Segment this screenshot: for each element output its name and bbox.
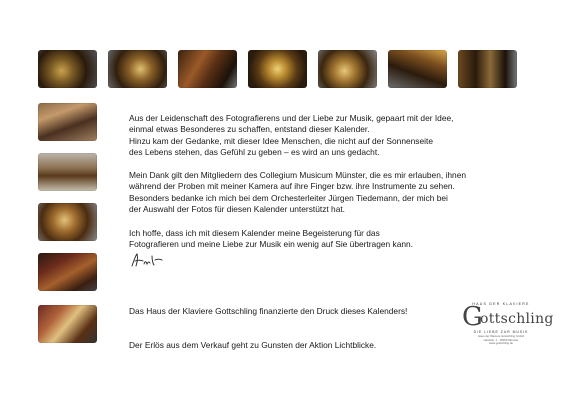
photo-brass	[108, 50, 167, 88]
thanks-line: während der Proben mit meiner Kamera auf ihre Finger bzw. ihre Instrumente zu sehen.	[129, 181, 455, 192]
photo-horn-bell	[318, 50, 377, 88]
logo-initial: G	[462, 302, 483, 332]
gottschling-logo	[456, 298, 554, 348]
intro-line: einmal etwas Besonderes zu schaffen, entstand dieser Kalender.	[129, 124, 370, 135]
photo-hands	[38, 103, 97, 141]
hope-line: Fotografieren und meine Liebe zur Musik ein wenig auf Sie übertragen kann.	[129, 239, 413, 250]
logo-name: ottschling	[480, 311, 554, 327]
photo-violin	[178, 50, 237, 88]
logo-address-line: Haus der Klaviere Gottschling GmbH	[478, 334, 524, 338]
photo-trumpet-bell	[388, 50, 447, 88]
photo-violin-bow	[38, 305, 97, 343]
intro-line: des Lebens stehen, das Gefühl zu geben – es wird an uns gedacht.	[129, 147, 380, 158]
intro-line: Hinzu kam der Gedanke, mit dieser Idee Menschen, die nicht auf der Sonnenseite	[129, 135, 433, 146]
logo-subline: DIE LIEBE ZUR MUSIK	[473, 330, 529, 334]
photo-trumpet-close	[38, 203, 97, 241]
photo-violinist	[38, 253, 97, 291]
logo-address-line: www.gottschling.de	[489, 341, 513, 345]
logo-tagline: HAUS DER KLAVIERE	[472, 302, 530, 306]
photo-score	[38, 153, 97, 191]
intro-line: Aus der Leidenschaft des Fotografierens und der Liebe zur Musik, gepaart mit der Idee,	[129, 113, 454, 123]
hope-paragraph	[129, 228, 459, 251]
photo-horn	[248, 50, 307, 88]
photo-trumpet	[38, 50, 97, 88]
thanks-line: Mein Dank gilt den Mitgliedern des Collegium Musicum Münster, die es mir erlauben, ihnen	[129, 170, 467, 180]
photo-strings	[458, 50, 517, 88]
intro-paragraph	[129, 113, 459, 159]
hope-line: Ich hoffe, dass ich mit diesem Kalender meine Begeisterung für das	[129, 228, 380, 238]
logo-address-line: Hauptstr. 1 · 48000 Münster	[483, 337, 519, 342]
thanks-line: der Auswahl der Fotos für diesen Kalender unterstützt hat.	[129, 204, 346, 215]
proceeds-note: Der Erlös aus dem Verkauf geht zu Gunsten der Aktion Lichtblicke.	[129, 340, 377, 350]
signature	[130, 252, 164, 268]
sponsor-note: Das Haus der Klaviere Gottschling finanzierte den Druck dieses Kalenders!	[129, 306, 408, 316]
thanks-line: Besonders bedanke ich mich bei dem Orchesterleiter Jürgen Tiedemann, der mich bei	[129, 192, 448, 203]
thanks-paragraph	[129, 170, 467, 216]
